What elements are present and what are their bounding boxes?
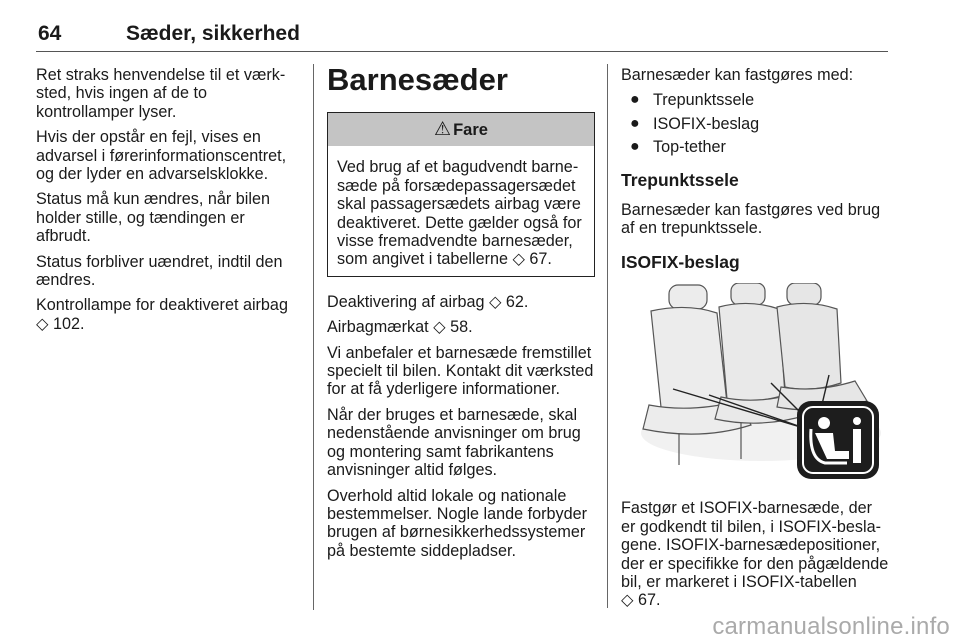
page-number: 64	[38, 22, 62, 45]
cross-reference: Deaktivering af airbag ◇ 62.	[327, 292, 529, 311]
bullet-icon: ●	[630, 91, 640, 109]
subheading: ISOFIX-beslag	[621, 252, 740, 273]
column-divider-1	[313, 64, 314, 610]
paragraph: Status må kun ændres, når bilen holder stille, og tændingen er afbrudt.	[36, 190, 270, 246]
watermark: carmanualsonline.info	[712, 613, 950, 640]
ref-arrow-icon: ◇	[512, 250, 525, 269]
warning-text: Ved brug af et bagudvendt barnesæde på forsædepassagersædet skal passagersædets airbag være deaktiveret. Dette gælder også for visse fremadvendte barnesæder, som angivet i tabellerne ◇ 67.	[337, 158, 582, 269]
paragraph: Hvis der opstår en fejl, vises en advarsel i førerinformationscentret, og der lyder en advarselsklokke.	[36, 128, 287, 184]
header-rule	[36, 51, 888, 52]
paragraph: Barnesæder kan fastgøres med:	[621, 66, 854, 84]
section-title: Sæder, sikkerhed	[126, 22, 300, 45]
bullet-icon: ●	[630, 138, 640, 156]
list-item: ● Trepunktssele	[630, 91, 755, 110]
ref-arrow-icon: ◇	[433, 318, 446, 337]
ref-arrow-icon: ◇	[488, 292, 502, 311]
seat-right	[777, 283, 867, 410]
main-heading: Barnesæder	[327, 62, 508, 97]
column-3	[621, 66, 889, 617]
column-2	[327, 62, 595, 567]
paragraph: Når der bruges et barnesæde, skal nedenstående anvisninger om brug og montering samt fabrikantens anvisninger altid følges.	[327, 405, 581, 480]
warning-header: ⚠ Fare	[328, 113, 594, 146]
ref-arrow-icon: ◇	[36, 314, 49, 333]
isofix-child-seat-icon	[797, 401, 879, 479]
page-ref-link[interactable]: ◇ 58.	[433, 318, 473, 337]
bullet-list	[621, 91, 889, 156]
paragraph: Barnesæder kan fastgøres ved brug af en trepunktssele.	[621, 200, 881, 238]
column-1	[36, 66, 304, 340]
list-item: ● Top-tether	[630, 138, 726, 157]
paragraph: Overhold altid lokale og nationale bestemmelser. Nogle lande forbyder brugen af børnesikkerhedssystemer på bestemte siddepladser.	[327, 486, 588, 560]
page-ref-link[interactable]: ◇ 67.	[512, 250, 552, 269]
subheading: Trepunktssele	[621, 169, 739, 190]
warning-triangle-icon: ⚠	[434, 119, 452, 140]
cross-reference: Kontrollampe for deaktiveret airbag ◇ 102.	[36, 296, 288, 333]
page-ref-link[interactable]: ◇ 62.	[488, 292, 529, 311]
page-ref-link[interactable]: ◇ 67.	[621, 591, 661, 610]
isofix-seats-illustration	[621, 283, 889, 483]
ref-arrow-icon: ◇	[621, 591, 634, 610]
paragraph: Vi anbefaler et barnesæde fremstillet specielt til bilen. Kontakt dit værksted for at få yderligere informationer.	[327, 343, 594, 399]
paragraph: Fastgør et ISOFIX-barnesæde, der er godkendt til bilen, i ISOFIX-beslagene. ISOFIX-barnesædepositioner, der er specifikke for den pågældende bil, er markeret i ISOFIX-tabellen ◇ 67.	[621, 499, 889, 610]
list-item: ● ISOFIX-beslag	[630, 114, 760, 133]
cross-reference: Airbagmærkat ◇ 58.	[327, 318, 473, 337]
paragraph: Ret straks henvendelse til et værksted, hvis ingen af de to kontrollamper lyser.	[36, 66, 286, 121]
page-ref-link[interactable]: ◇ 102.	[36, 314, 85, 333]
bullet-icon: ●	[630, 114, 640, 132]
paragraph: Status forbliver uændret, indtil den ændres.	[36, 252, 283, 290]
warning-box	[327, 112, 595, 277]
column-divider-2	[607, 64, 608, 608]
